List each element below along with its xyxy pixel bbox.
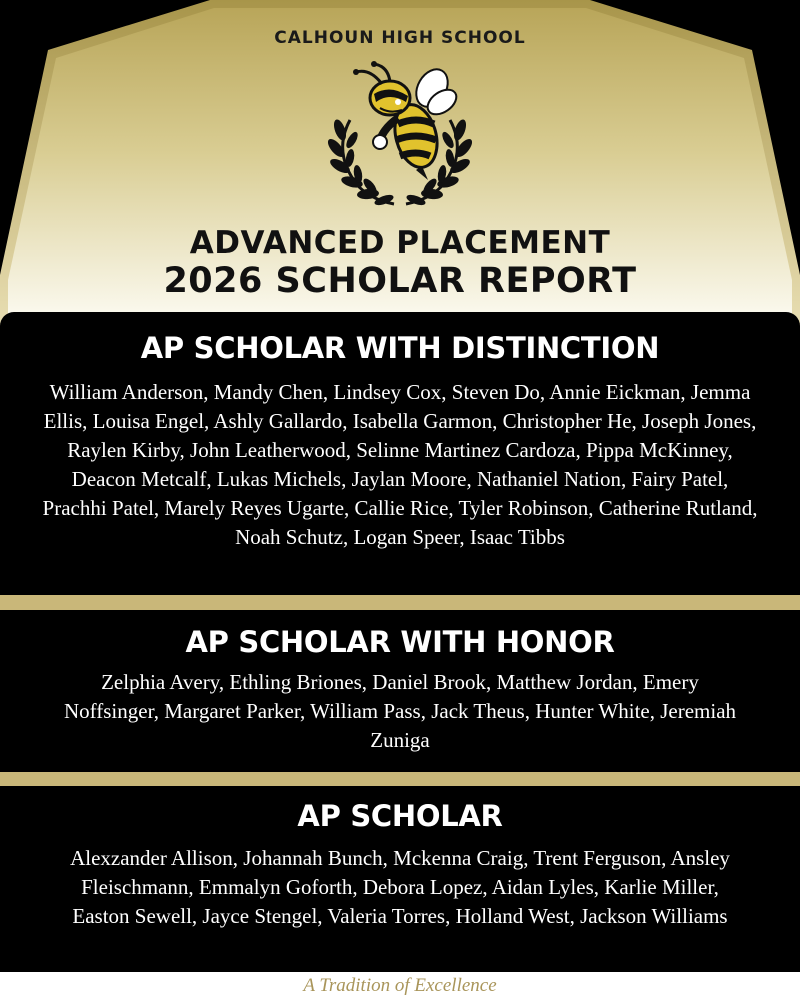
report-title-line2: 2026 SCHOLAR REPORT [163, 261, 637, 301]
report-title [0, 224, 800, 300]
yellow-jacket-mascot-icon [310, 58, 490, 208]
mascot-logo [310, 58, 490, 208]
report-title-line1: ADVANCED PLACEMENT [189, 225, 611, 261]
section-heading-distinction: AP SCHOLAR WITH DISTINCTION [140, 331, 660, 365]
footer-tagline: A Tradition of Excellence [303, 975, 497, 996]
section-distinction [0, 312, 800, 595]
section-heading-honor: AP SCHOLAR WITH HONOR [185, 625, 615, 659]
section-honor [0, 610, 800, 772]
section-names-scholar: Alexzander Allison, Johannah Bunch, Mckenna Craig, Trent Ferguson, Ansley Fleischmann, Emmalyn Goforth, Debora Lopez, Aidan Lyles, Karlie Miller, Easton Sewell, Jayce Stengel, Valeria Torres, Holland West, Jackson Williams [70, 846, 730, 928]
section-names-honor: Zelphia Avery, Ethling Briones, Daniel Brook, Matthew Jordan, Emery Noffsinger, Margaret Parker, William Pass, Jack Theus, Hunter White, Jeremiah Zuniga [63, 670, 737, 752]
footer [0, 972, 800, 1000]
section-heading-scholar: AP SCHOLAR [297, 799, 503, 833]
gold-divider-stripe [0, 772, 800, 786]
section-names-distinction: William Anderson, Mandy Chen, Lindsey Cox, Steven Do, Annie Eickman, Jemma Ellis, Louisa Engel, Ashly Gallardo, Isabella Garmon, Christopher He, Joseph Jones, Raylen Kirby, John Leatherwood, Selinne Martinez Cardoza, Pippa McKinney, Deacon Metcalf, Lukas Michels, Jaylan Moore, Nathaniel Nation, Fairy Patel, Prachhi Patel, Marely Reyes Ugarte, Callie Rice, Tyler Robinson, Catherine Rutland, Noah Schutz, Logan Speer, Isaac Tibbs [42, 380, 758, 549]
section-scholar [0, 786, 800, 972]
gold-divider-stripe [0, 595, 800, 610]
school-name: CALHOUN HIGH SCHOOL [274, 28, 526, 48]
